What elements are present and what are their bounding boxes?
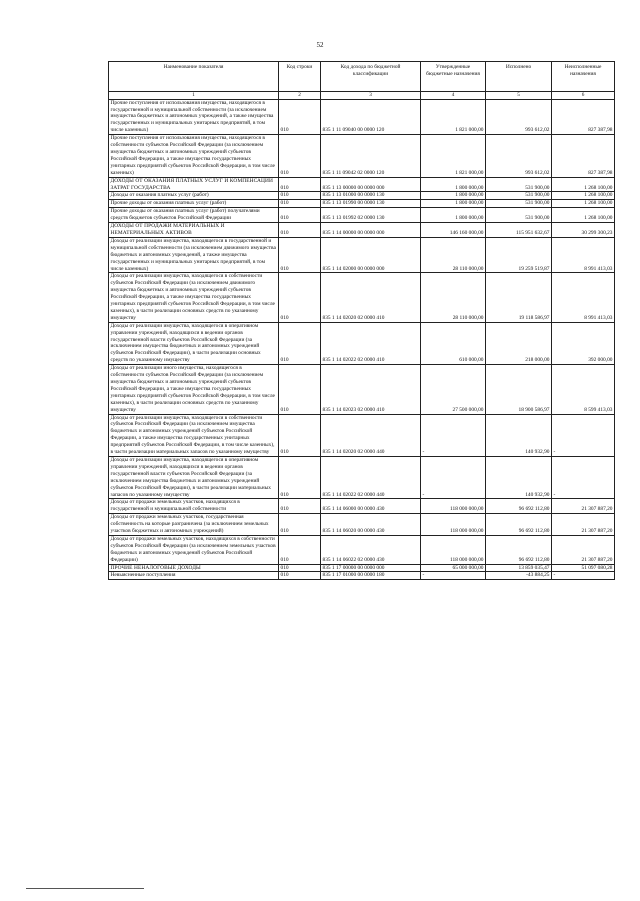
row-done: 993 612,02 [486,135,552,177]
row-bk-code: 835 1 14 00000 00 0000 000 [321,223,421,238]
row-plan: 118 000 000,00 [421,499,486,514]
row-code: 010 [279,322,321,364]
table-row [109,535,615,564]
row-rest: 21 307 887,20 [552,499,615,514]
row-bk-code: 835 1 11 09042 02 0000 120 [321,135,421,177]
header-plan: Утвержденные бюджетные назначения [421,62,486,92]
row-plan: 118 000 000,00 [421,514,486,536]
row-name: Невыясненные поступления [109,572,279,580]
row-bk-code: 835 1 17 01000 00 0000 180 [321,572,421,580]
row-plan: 1 800 000,00 [421,208,486,223]
row-plan: - [421,456,486,498]
row-done: 993 612,02 [486,99,552,135]
row-rest: 8 599 413,03 [552,365,615,414]
header-rest: Неисполненные назначения [552,62,615,92]
row-code: 010 [279,535,321,564]
row-done: 13 859 035,47 [486,564,552,572]
row-rest: - [552,456,615,498]
row-plan: 27 500 000,00 [421,365,486,414]
row-rest: 21 307 887,20 [552,514,615,536]
row-plan: - [421,572,486,580]
row-done: 218 000,00 [486,322,552,364]
row-rest: 51 097 080,28 [552,564,615,572]
page-number: 52 [316,41,324,49]
row-done: 115 951 632,67 [486,223,552,238]
row-done: 140 932,90 [486,414,552,456]
row-code: 010 [279,135,321,177]
row-bk-code: 835 1 14 02023 02 0000 410 [321,365,421,414]
row-bk-code: 835 1 13 01990 00 0000 130 [321,200,421,208]
row-name: Прочие доходы от оказания платных услуг (работ) [109,200,279,208]
row-rest: 1 268 100,00 [552,192,615,200]
table-row [109,456,615,498]
row-rest: 392 000,00 [552,322,615,364]
table-row [109,200,615,208]
row-bk-code: 835 1 14 06020 00 0000 430 [321,514,421,536]
table-row [109,365,615,414]
row-code: 010 [279,365,321,414]
row-code: 010 [279,456,321,498]
row-name: Доходы от реализации имущества, находящегося в собственности субъектов Российской Федерации (за исключением движимого имущества бюджетных и автономных учреждений субъектов Российской Федерации, а также имущества государственных унитарных предприятий субъектов Российской Федерации, в том числе казенных), в части реализации основных средств по указанному имуществу [109,273,279,322]
row-bk-code: 835 1 17 00000 00 0000 000 [321,564,421,572]
table-row [109,135,615,177]
row-plan: 1 800 000,00 [421,192,486,200]
row-rest: 8 991 413,03 [552,273,615,322]
row-code: 010 [279,564,321,572]
row-rest: - [552,414,615,456]
column-number: 4 [421,92,486,100]
row-code: 010 [279,99,321,135]
row-bk-code: 835 1 14 02022 02 0000 410 [321,322,421,364]
column-number: 5 [486,92,552,100]
row-name: Доходы от реализации имущества, находящегося в оперативном управлении учреждений, находящихся в ведении органов государственной власти субъектов Российской Федерации (за исключением имущества бюджетных и автономных учреждений субъектов Российской Федерации), в части реализации материальных запасов по указанному имуществу [109,456,279,498]
column-number: 1 [109,92,279,100]
row-done: 531 900,00 [486,208,552,223]
row-rest: 30 299 300,23 [552,223,615,238]
row-rest: 827 387,98 [552,99,615,135]
row-plan: 28 110 000,00 [421,273,486,322]
footnote-divider [26,888,144,889]
row-done: 140 932,90 [486,456,552,498]
row-name: Доходы от реализации имущества, находящегося в оперативном управлении учреждений, находящихся в ведении органов государственной власти субъектов Российской Федерации (за исключением имущества бюджетных и автономных учреждений субъектов Российской Федерации), в части реализации основных средств по указанному имуществу [109,322,279,364]
header-row [109,62,615,92]
table-row [109,177,615,192]
row-name: Доходы от продажи земельных участков, государственная собственность на которые разграничена (за исключением земельных участков бюджетных и автономных учреждений) [109,514,279,536]
table-row [109,572,615,580]
row-bk-code: 835 1 14 02020 02 0000 440 [321,414,421,456]
row-plan: 65 000 000,00 [421,564,486,572]
row-code: 010 [279,499,321,514]
row-done: 531 900,00 [486,192,552,200]
table-row [109,208,615,223]
row-name: ДОХОДЫ ОТ ОКАЗАНИЯ ПЛАТНЫХ УСЛУГ И КОМПЕНСАЦИИ ЗАТРАТ ГОСУДАРСТВА [109,177,279,192]
header-done: Исполнено [486,62,552,92]
row-code: 010 [279,223,321,238]
table-row [109,223,615,238]
row-done: 19 118 586,97 [486,273,552,322]
row-rest: 21 307 887,20 [552,535,615,564]
row-code: 010 [279,273,321,322]
row-plan: 1 821 000,00 [421,99,486,135]
row-bk-code: 835 1 14 06022 02 0000 430 [321,535,421,564]
row-rest: 1 268 100,00 [552,208,615,223]
table-row [109,514,615,536]
row-plan: 1 800 000,00 [421,177,486,192]
row-plan: 610 000,00 [421,322,486,364]
row-name: Прочие поступления от использования имущества, находящегося в собственности субъектов Российской Федерации (за исключением имущества бюджетных и автономных учреждений субъектов Российской Федерации, а также имущества государственных унитарных предприятий субъектов Российской Федерации, в том числе казенных) [109,135,279,177]
table-row [109,499,615,514]
row-name: Прочие поступления от использования имущества, находящегося в государственной и муниципальной собственности (за исключением имущества бюджетных и автономных учреждений, а также имущества государственных и муниципальных унитарных предприятий, в том числе казенных) [109,99,279,135]
row-rest: - [552,572,615,580]
row-code: 010 [279,514,321,536]
row-name: Доходы от реализации имущества, находящегося в государственной и муниципальной собственности (за исключением движимого имущества бюджетных и автономных учреждений, а также имущества государственных и муниципальных унитарных предприятий, в том числе казенных) [109,237,279,273]
row-plan: 118 000 000,00 [421,535,486,564]
row-name: Доходы от реализации иного имущества, находящегося в собственности субъектов Российской Федерации (за исключением имущества бюджетных и автономных учреждений субъектов Российской Федерации, а также имущества государственных унитарных предприятий субъектов Российской Федерации, в том числе казенных), в части реализации основных средств по указанному имуществу [109,365,279,414]
row-code: 010 [279,237,321,273]
column-number: 2 [279,92,321,100]
table-row [109,564,615,572]
row-code: 010 [279,414,321,456]
row-bk-code: 835 1 13 00000 00 0000 000 [321,177,421,192]
row-rest: 1 268 100,00 [552,177,615,192]
table-row [109,237,615,273]
row-name: Доходы от оказания платных услуг (работ) [109,192,279,200]
row-name: Доходы от продажи земельных участков, находящихся в собственности субъектов Российской Федерации (за исключением земельных участков бюджетных и автономных учреждений субъектов Российской Федерации) [109,535,279,564]
row-done: 96 692 112,80 [486,499,552,514]
row-name: Доходы от реализации имущества, находящегося в собственности субъектов Российской Федерации (за исключением имущества бюджетных и автономных учреждений субъектов Российской Федерации, а также имущества государственных унитарных предприятий субъектов Российской Федерации, в том числе казенных), в части реализации материальных запасов по указанному имуществу [109,414,279,456]
table-row [109,99,615,135]
table-row [109,322,615,364]
row-code: 010 [279,177,321,192]
row-name: Доходы от продажи земельных участков, находящихся в государственной и муниципальной собственности [109,499,279,514]
revenue-table [108,61,615,580]
table-row [109,273,615,322]
row-bk-code: 835 1 13 01992 02 0000 130 [321,208,421,223]
row-code: 010 [279,200,321,208]
header-code: Код строки [279,62,321,92]
row-plan: 1 821 000,00 [421,135,486,177]
row-done: 96 692 112,80 [486,514,552,536]
row-plan: - [421,414,486,456]
header-name: Наименование показателя [109,62,279,92]
row-done: 531 900,00 [486,200,552,208]
row-bk-code: 835 1 14 02022 02 0000 440 [321,456,421,498]
column-number: 6 [552,92,615,100]
row-bk-code: 835 1 14 02020 02 0000 410 [321,273,421,322]
row-code: 010 [279,208,321,223]
row-plan: 146 160 000,00 [421,223,486,238]
column-number-row [109,92,615,100]
row-bk-code: 835 1 13 01000 00 0000 130 [321,192,421,200]
row-name: Прочие доходы от оказания платных услуг (работ) получателями средств бюджетов субъектов Российской Федерации [109,208,279,223]
row-plan: 28 110 000,00 [421,237,486,273]
row-bk-code: 835 1 14 02000 00 0000 000 [321,237,421,273]
row-done: 96 692 112,80 [486,535,552,564]
row-done: 19 259 519,87 [486,237,552,273]
row-rest: 1 268 100,00 [552,200,615,208]
row-done: -43 884,25 [486,572,552,580]
row-rest: 8 991 413,03 [552,237,615,273]
row-name: ДОХОДЫ ОТ ПРОДАЖИ МАТЕРИАЛЬНЫХ И НЕМАТЕРИАЛЬНЫХ АКТИВОВ [109,223,279,238]
column-number: 3 [321,92,421,100]
row-plan: 1 800 000,00 [421,200,486,208]
row-code: 010 [279,572,321,580]
row-bk-code: 835 1 14 06000 00 0000 430 [321,499,421,514]
header-bk: Код дохода по бюджетной классификации [321,62,421,92]
row-done: 531 900,00 [486,177,552,192]
row-name: ПРОЧИЕ НЕНАЛОГОВЫЕ ДОХОДЫ [109,564,279,572]
row-rest: 827 387,98 [552,135,615,177]
row-code: 010 [279,192,321,200]
table-row [109,414,615,456]
table-row [109,192,615,200]
row-done: 18 900 586,97 [486,365,552,414]
row-bk-code: 835 1 11 09040 00 0000 120 [321,99,421,135]
